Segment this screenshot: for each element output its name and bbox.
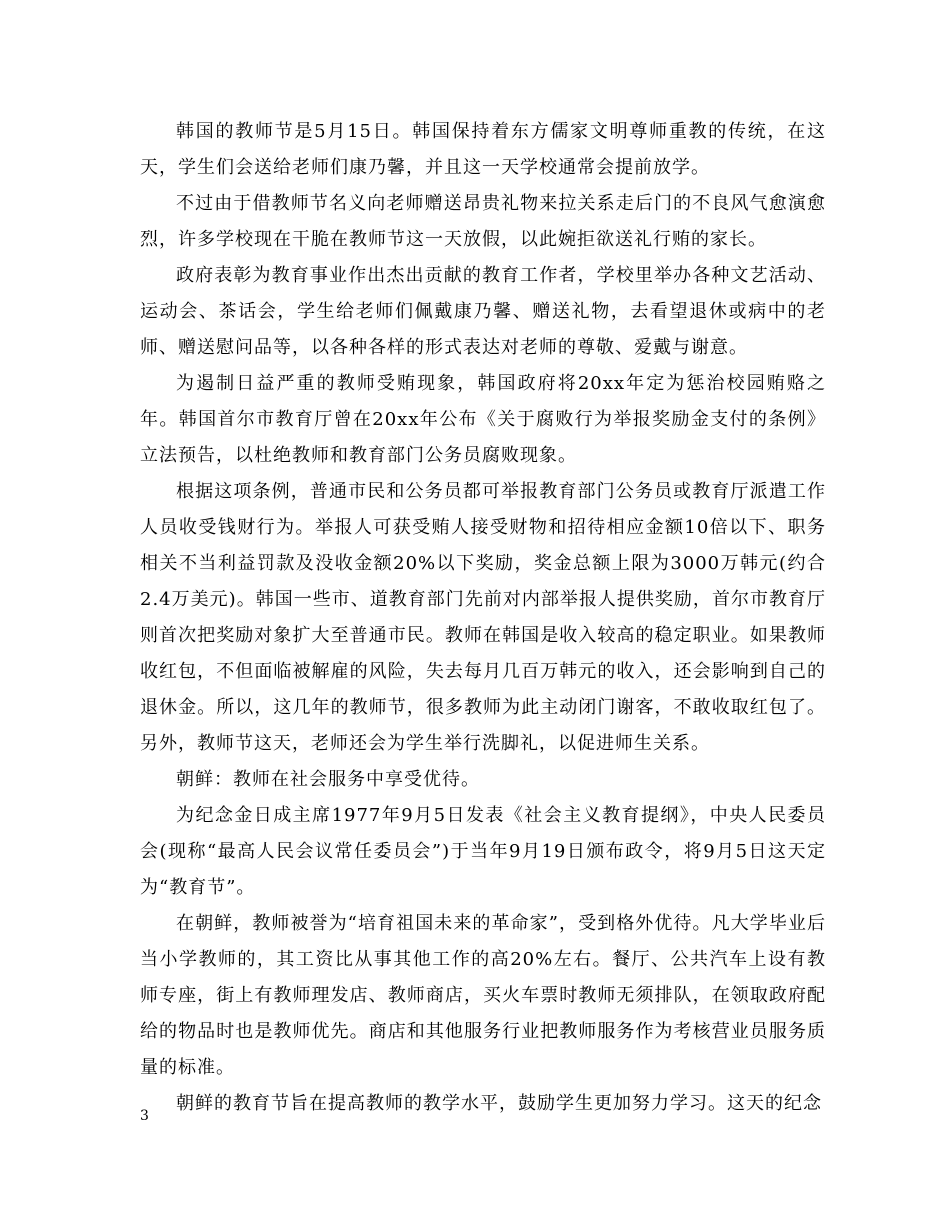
paragraph-government-recognition: 政府表彰为教育事业作出杰出贡献的教育工作者，学校里举办各种文艺活动、运动会、茶话会，学生给老师们佩戴康乃馨、赠送礼物，去看望退休或病中的老师、赠送慰问品等，以各种各样的形式表达对老师的尊敬、爱戴与谢意。 bbox=[140, 265, 826, 358]
paragraph-gift-bribery-issue: 不过由于借教师节名义向老师赠送昂贵礼物来拉关系走后门的不良风气愈演愈烈，许多学校现在干脆在教师节这一天放假，以此婉拒欲送礼行贿的家长。 bbox=[140, 193, 826, 250]
paragraph-north-korea-heading: 朝鲜：教师在社会服务中享受优待。 bbox=[176, 769, 480, 790]
paragraph-education-day-origin: 为纪念金日成主席1977年9月5日发表《社会主义教育提纲》，中央人民委员会(现称“最高人民会议常任委员会”)于当年9月19日颁布政令，将9月5日这天定为“教育节”。 bbox=[140, 805, 826, 898]
paragraph-anti-bribery-policy: 为遏制日益严重的教师受贿现象，韩国政府将20xx年定为惩治校园贿赂之年。韩国首尔市教育厅曾在20xx年公布《关于腐败行为举报奖励金支付的条例》立法预告，以杜绝教师和教育部门公务员腐败现象。 bbox=[140, 373, 826, 466]
paragraph-teacher-privileges: 在朝鲜，教师被誉为“培育祖国未来的革命家”，受到格外优待。凡大学毕业后当小学教师的，其工资比从事其他工作的高20%左右。餐厅、公共汽车上设有教师专座，街上有教师理发店、教师商店，买火车票时教师无须排队，在领取政府配给的物品时也是教师优先。商店和其他服务行业把教师服务作为考核营业员服务质量的标准。 bbox=[140, 913, 826, 1078]
document-body bbox=[140, 114, 826, 1122]
page-number: 3 bbox=[140, 1108, 149, 1124]
paragraph-reporting-regulation: 根据这项条例，普通市民和公务员都可举报教育部门公务员或教育厅派遣工作人员收受钱财行为。举报人可获受贿人接受财物和招待相应金额10倍以下、职务相关不当利益罚款及没收金额20%以下奖励，奖金总额上限为3000万韩元(约合2.4万美元)。韩国一些市、道教育部门先前对内部举报人提供奖励，首尔市教育厅则首次把奖励对象扩大至普通市民。教师在韩国是收入较高的稳定职业。如果教师收红包，不但面临被解雇的风险，失去每月几百万韩元的收入，还会影响到自己的退休金。所以，这几年的教师节，很多教师为此主动闭门谢客，不敢收取红包了。另外，教师节这天，老师还会为学生举行洗脚礼，以促进师生关系。 bbox=[140, 481, 826, 754]
paragraph-education-day-purpose: 朝鲜的教育节旨在提高教师的教学水平，鼓励学生更加努力学习。这天的纪念 bbox=[176, 1093, 822, 1114]
paragraph-korea-teachers-day: 韩国的教师节是5月15日。韩国保持着东方儒家文明尊师重教的传统，在这天，学生们会送给老师们康乃馨，并且这一天学校通常会提前放学。 bbox=[140, 121, 826, 178]
